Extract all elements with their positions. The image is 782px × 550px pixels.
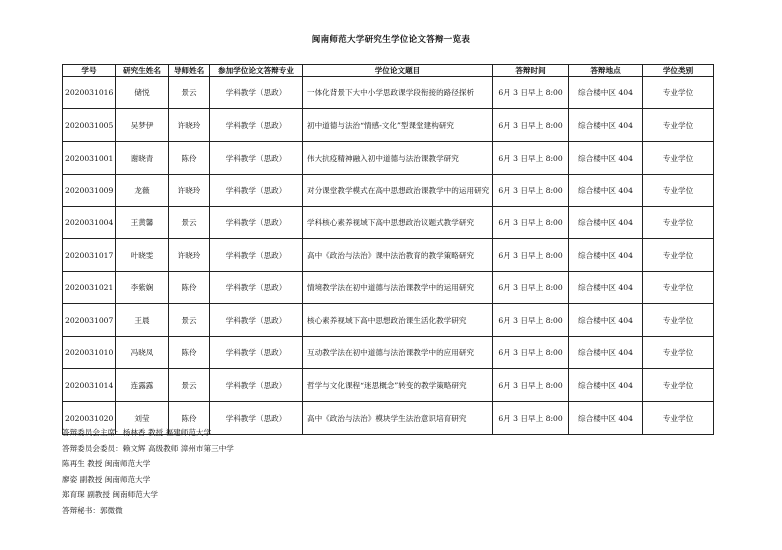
- header-thesis-topic: 学位论文题目: [303, 65, 493, 77]
- advisor-name-cell: 景云: [169, 304, 210, 337]
- student-id-cell: 2020031020: [63, 402, 116, 435]
- thesis-topic-cell: 伟大抗疫精神融入初中道德与法治课教学研究: [303, 142, 493, 175]
- student-id-cell: 2020031010: [63, 337, 116, 369]
- thesis-topic-cell: 学科核心素养视域下高中思想政治议题式教学研究: [303, 207, 493, 239]
- major-cell: 学科教学（思政）: [210, 272, 303, 304]
- student-id-cell: 2020031021: [63, 272, 116, 304]
- advisor-name-cell: 景云: [169, 207, 210, 239]
- thesis-topic-cell: 高中《政治与法治》模块学生法治意识培育研究: [303, 402, 493, 435]
- defense-place-cell: 综合楼中区 404: [569, 402, 643, 435]
- student-name-cell: 吴梦伊: [116, 109, 169, 142]
- student-id-cell: 2020031004: [63, 207, 116, 239]
- committee-member: 郑育琛 副教授 闽南师范大学: [62, 490, 158, 499]
- defense-time-cell: 6月 3 日早上 8:00: [493, 109, 569, 142]
- committee-info: [62, 425, 234, 518]
- degree-type-cell: 专业学位: [643, 207, 714, 239]
- thesis-topic-cell: 互动教学法在初中道德与法治课教学中的应用研究: [303, 337, 493, 369]
- table-row: [63, 272, 714, 304]
- table-row: [63, 207, 714, 239]
- student-id-cell: 2020031001: [63, 142, 116, 175]
- page-title: 闽南师范大学研究生学位论文答辩一览表: [311, 35, 471, 45]
- degree-type-cell: 专业学位: [643, 239, 714, 272]
- major-cell: 学科教学（思政）: [210, 207, 303, 239]
- thesis-topic-cell: 核心素养视域下高中思想政治课生活化教学研究: [303, 304, 493, 337]
- defense-place-cell: 综合楼中区 404: [569, 207, 643, 239]
- major-cell: 学科教学（思政）: [210, 175, 303, 207]
- student-name-cell: 刘莹: [116, 402, 169, 435]
- defense-place-cell: 综合楼中区 404: [569, 304, 643, 337]
- table-row: [63, 337, 714, 369]
- table-row: [63, 77, 714, 109]
- student-id-cell: 2020031007: [63, 304, 116, 337]
- defense-place-cell: 综合楼中区 404: [569, 337, 643, 369]
- committee-member: 陈再生 教授 闽南师范大学: [62, 459, 151, 468]
- header-student-id: 学号: [63, 65, 116, 77]
- major-cell: 学科教学（思政）: [210, 109, 303, 142]
- defense-place-cell: 综合楼中区 404: [569, 109, 643, 142]
- thesis-topic-cell: 情境教学法在初中道德与法治课教学中的运用研究: [303, 272, 493, 304]
- thesis-topic-cell: 对分课堂教学模式在高中思想政治课教学中的运用研究: [303, 175, 493, 207]
- table-row: [63, 109, 714, 142]
- defense-time-cell: 6月 3 日早上 8:00: [493, 304, 569, 337]
- table-row: [63, 142, 714, 175]
- student-name-cell: 王晨: [116, 304, 169, 337]
- student-id-cell: 2020031014: [63, 369, 116, 402]
- header-defense-time: 答辩时间: [493, 65, 569, 77]
- advisor-name-cell: 许晓玲: [169, 175, 210, 207]
- major-cell: 学科教学（思政）: [210, 77, 303, 109]
- header-defense-place: 答辩地点: [569, 65, 643, 77]
- degree-type-cell: 专业学位: [643, 369, 714, 402]
- table-row: [63, 369, 714, 402]
- defense-time-cell: 6月 3 日早上 8:00: [493, 239, 569, 272]
- thesis-topic-cell: 高中《政治与法治》课中法治教育的教学策略研究: [303, 239, 493, 272]
- header-major: 参加学位论文答辩专业: [210, 65, 303, 77]
- thesis-topic-cell: 一体化背景下大中小学思政课学段衔接的路径探析: [303, 77, 493, 109]
- student-id-cell: 2020031009: [63, 175, 116, 207]
- defense-place-cell: 综合楼中区 404: [569, 369, 643, 402]
- student-id-cell: 2020031016: [63, 77, 116, 109]
- student-name-cell: 王黄馨: [116, 207, 169, 239]
- student-id-cell: 2020031017: [63, 239, 116, 272]
- degree-type-cell: 专业学位: [643, 109, 714, 142]
- degree-type-cell: 专业学位: [643, 272, 714, 304]
- advisor-name-cell: 景云: [169, 77, 210, 109]
- degree-type-cell: 专业学位: [643, 402, 714, 435]
- major-cell: 学科教学（思政）: [210, 239, 303, 272]
- table-row: [63, 175, 714, 207]
- thesis-topic-cell: 哲学与文化课程“迷思概念”转变的教学策略研究: [303, 369, 493, 402]
- degree-type-cell: 专业学位: [643, 175, 714, 207]
- student-name-cell: 龙薇: [116, 175, 169, 207]
- student-id-cell: 2020031005: [63, 109, 116, 142]
- major-cell: 学科教学（思政）: [210, 369, 303, 402]
- major-cell: 学科教学（思政）: [210, 142, 303, 175]
- committee-member: 答辩委员会委员：赖文辉 高级教师 漳州市第三中学: [62, 443, 234, 453]
- advisor-name-cell: 陈伶: [169, 272, 210, 304]
- advisor-name-cell: 陈伶: [169, 337, 210, 369]
- defense-time-cell: 6月 3 日早上 8:00: [493, 207, 569, 239]
- major-cell: 学科教学（思政）: [210, 304, 303, 337]
- defense-place-cell: 综合楼中区 404: [569, 77, 643, 109]
- defense-secretary: 答辩秘书：郭微微: [62, 505, 123, 515]
- committee-chair: 答辩委员会主席：杨林香 教授 福建师范大学: [62, 428, 212, 437]
- defense-time-cell: 6月 3 日早上 8:00: [493, 337, 569, 369]
- defense-place-cell: 综合楼中区 404: [569, 175, 643, 207]
- committee-member: 廖姿 副教授 闽南师范大学: [62, 474, 151, 484]
- header-degree-type: 学位类别: [643, 65, 714, 77]
- defense-place-cell: 综合楼中区 404: [569, 239, 643, 272]
- defense-time-cell: 6月 3 日早上 8:00: [493, 272, 569, 304]
- student-name-cell: 储悦: [116, 77, 169, 109]
- thesis-topic-cell: 初中道德与法治“情感-文化”型课堂建构研究: [303, 109, 493, 142]
- header-student-name: 研究生姓名: [116, 65, 169, 77]
- defense-time-cell: 6月 3 日早上 8:00: [493, 175, 569, 207]
- student-name-cell: 连露露: [116, 369, 169, 402]
- student-name-cell: 冯晓凤: [116, 337, 169, 369]
- advisor-name-cell: 景云: [169, 369, 210, 402]
- degree-type-cell: 专业学位: [643, 77, 714, 109]
- student-name-cell: 谢晓青: [116, 142, 169, 175]
- advisor-name-cell: 陈伶: [169, 142, 210, 175]
- degree-type-cell: 专业学位: [643, 304, 714, 337]
- degree-type-cell: 专业学位: [643, 337, 714, 369]
- table-row: [63, 239, 714, 272]
- defense-table: [62, 64, 714, 435]
- defense-place-cell: 综合楼中区 404: [569, 272, 643, 304]
- advisor-name-cell: 许晓玲: [169, 239, 210, 272]
- student-name-cell: 叶晓雯: [116, 239, 169, 272]
- degree-type-cell: 专业学位: [643, 142, 714, 175]
- header-advisor-name: 导师姓名: [169, 65, 210, 77]
- defense-time-cell: 6月 3 日早上 8:00: [493, 77, 569, 109]
- major-cell: 学科教学（思政）: [210, 337, 303, 369]
- table-row: [63, 304, 714, 337]
- defense-time-cell: 6月 3 日早上 8:00: [493, 369, 569, 402]
- defense-time-cell: 6月 3 日早上 8:00: [493, 142, 569, 175]
- table-header-row: [63, 65, 714, 77]
- defense-place-cell: 综合楼中区 404: [569, 142, 643, 175]
- student-name-cell: 李紫娴: [116, 272, 169, 304]
- major-cell: 学科教学（思政）: [210, 402, 303, 435]
- defense-time-cell: 6月 3 日早上 8:00: [493, 402, 569, 435]
- advisor-name-cell: 陈伶: [169, 402, 210, 435]
- advisor-name-cell: 许晓玲: [169, 109, 210, 142]
